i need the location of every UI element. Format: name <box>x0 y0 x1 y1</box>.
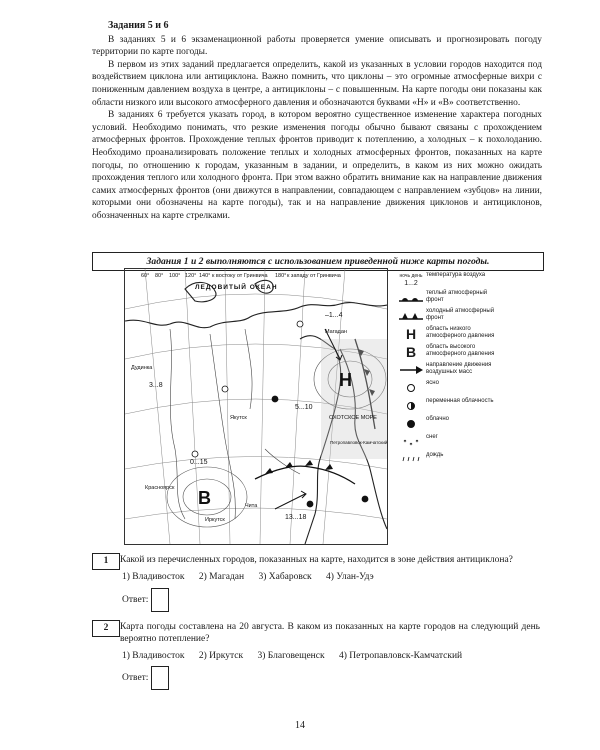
temperature-label: 13...18 <box>285 514 307 521</box>
legend-row-low <box>396 326 500 342</box>
question-1 <box>92 553 552 613</box>
map-coord-label: 140° <box>199 273 211 279</box>
city-label: Иркутск <box>205 517 225 523</box>
legend-row-high <box>396 344 500 360</box>
legend-low-letter: Н <box>405 325 417 342</box>
option-1: 1) Владивосток <box>122 651 185 661</box>
legend-clear-text: ясно <box>426 380 439 386</box>
legend-high-text: область высокого атмосферного давления <box>426 344 495 357</box>
answer-label: Ответ: <box>122 594 149 605</box>
kamchatka-label: Петропавловск-Камчатский <box>330 440 387 445</box>
legend-row-temperature <box>396 272 500 288</box>
weather-map <box>124 268 388 545</box>
rain-icon <box>401 455 421 465</box>
legend-partly-text: переменная облачность <box>426 398 494 404</box>
legend-night-day: ночь день <box>399 273 423 279</box>
temperature-label: 0...15 <box>190 459 208 466</box>
map-coord-label: к западу от Гринвича <box>287 273 341 279</box>
cold-front-icon <box>398 311 424 321</box>
intro-paragraph: В заданиях 6 требуется указать город, в котором вероятно существенное изменение характера погодных условий. Необходимо понимать, что резкие изменения погоды обычно бывают связаны с прохождением атмосферных фронтов. Прохождение теплых фронтов приводит к потеплению, а холодных – к похолоданию. Необходимо проанализировать положение теплых и холодных атмосферных фронтов, показанных на карте погоды, по отношению к городам, указанным в задании, и определить, в каком из них можно ожидать прохождения теплого или холодного фронта. При этом важно обратить внимание как на направление движения самих атмосферных фронтов (они движутся в направлении, совпадающем с направлением «зубцов» на линии, которыми они обозначены на карте погоды), так и на направление движения циклонов и антициклонов, обозначенных на карте стрелками. <box>92 110 542 221</box>
legend-snow-text: снег <box>426 434 438 440</box>
warm-front-icon <box>398 293 424 303</box>
temperature-label: –1...4 <box>325 312 343 319</box>
city-label: Якутск <box>230 415 247 421</box>
legend-row-snow <box>396 434 500 450</box>
answer-options <box>122 571 386 583</box>
question-number: 1 <box>92 553 120 570</box>
option-4: 4) Петропавловск-Камчатский <box>338 651 463 661</box>
legend-temperature-text: температура воздуха <box>426 272 486 278</box>
question-text: Какой из перечисленных городов, показанных на карте, находится в зоне действия антициклона? <box>120 555 513 565</box>
weather-map-figure <box>124 268 499 543</box>
temperature-label: 5...10 <box>295 404 313 411</box>
clear-sky-icon <box>406 383 416 393</box>
city-label: Магадан <box>325 329 347 335</box>
legend-temp-symbol: 1...2 <box>404 280 418 287</box>
legend-row-warm-front <box>396 290 500 306</box>
low-pressure-letter: Н <box>339 370 352 390</box>
high-pressure-letter: В <box>198 488 211 508</box>
legend-row-cold-front <box>396 308 500 324</box>
map-coord-label: 100° <box>169 273 181 279</box>
city-label: Красноярск <box>145 485 175 491</box>
map-legend <box>396 272 500 470</box>
cloudy-icon <box>406 419 416 429</box>
question-2 <box>92 620 552 700</box>
option-1: 1) Владивосток <box>122 572 185 582</box>
map-task-banner: Задания 1 и 2 выполняются с использованием приведенной ниже карты погоды. <box>92 252 544 271</box>
sea-label: ОХОТСКОЕ МОРЕ <box>329 415 377 421</box>
answer-label: Ответ: <box>122 672 149 683</box>
map-coord-label: к востоку от Гринвича <box>212 273 268 279</box>
intro-section <box>92 20 542 223</box>
arrow-right-icon <box>398 365 424 375</box>
map-coord-label: 80° <box>155 273 164 279</box>
snow-icon <box>401 437 421 447</box>
legend-wind-text: направление движения воздушных масс <box>426 362 492 375</box>
legend-row-partly <box>396 398 500 414</box>
intro-paragraph: В заданиях 5 и 6 экзаменационной работы проверяется умение описывать и прогнозировать погоду территории по карте погоды. <box>92 34 542 58</box>
answer-box[interactable] <box>151 588 169 612</box>
legend-warm-front-text: теплый атмосферный фронт <box>426 290 488 303</box>
answer-field <box>122 588 169 612</box>
option-3: 3) Хабаровск <box>258 572 312 582</box>
partly-cloudy-icon <box>406 401 416 411</box>
answer-options <box>122 650 474 662</box>
temperature-label: 3...8 <box>149 382 163 389</box>
legend-row-rain <box>396 452 500 468</box>
legend-row-clear <box>396 380 500 396</box>
city-label: Дудинка <box>131 365 153 371</box>
option-2: 2) Иркутск <box>198 651 244 661</box>
intro-paragraph: В первом из этих заданий предлагается определить, какой из указанных в условии городов находится под воздействием циклона или антициклона. Важно помнить, что циклоны – это огромные атмосферные вихри с пониженным давлением воздуха в центре, а антициклоны – с повышенным. На карте погоды они показаны как области низкого или высокого атмосферного давления и обозначаются буквами «Н» и «В» соответственно. <box>92 59 542 108</box>
option-2: 2) Магадан <box>198 572 245 582</box>
page-number: 14 <box>295 720 305 731</box>
map-coord-label: 120° <box>185 273 197 279</box>
question-text: Карта погоды составлена на 20 августа. В каком из показанных на карте городов на следующий день вероятно потепление? <box>120 622 540 645</box>
legend-high-letter: В <box>405 343 417 360</box>
legend-cloudy-text: облачно <box>426 416 449 422</box>
legend-cold-front-text: холодный атмосферный фронт <box>426 308 495 321</box>
option-3: 3) Благовещенск <box>257 651 325 661</box>
legend-low-text: область низкого атмосферного давления <box>426 326 495 339</box>
ocean-label: ЛЕДОВИТЫЙ ОКЕАН <box>195 284 278 291</box>
map-coord-label: 60° <box>141 273 150 279</box>
legend-rain-text: дождь <box>426 452 444 458</box>
answer-box[interactable] <box>151 666 169 690</box>
question-number: 2 <box>92 620 120 637</box>
legend-row-wind <box>396 362 500 378</box>
legend-row-cloudy <box>396 416 500 432</box>
city-label: Чита <box>245 503 258 509</box>
answer-field <box>122 666 169 690</box>
map-coord-label: 180° <box>275 273 287 279</box>
option-4: 4) Улан-Удэ <box>326 572 374 582</box>
intro-heading: Задания 5 и 6 <box>108 20 169 31</box>
